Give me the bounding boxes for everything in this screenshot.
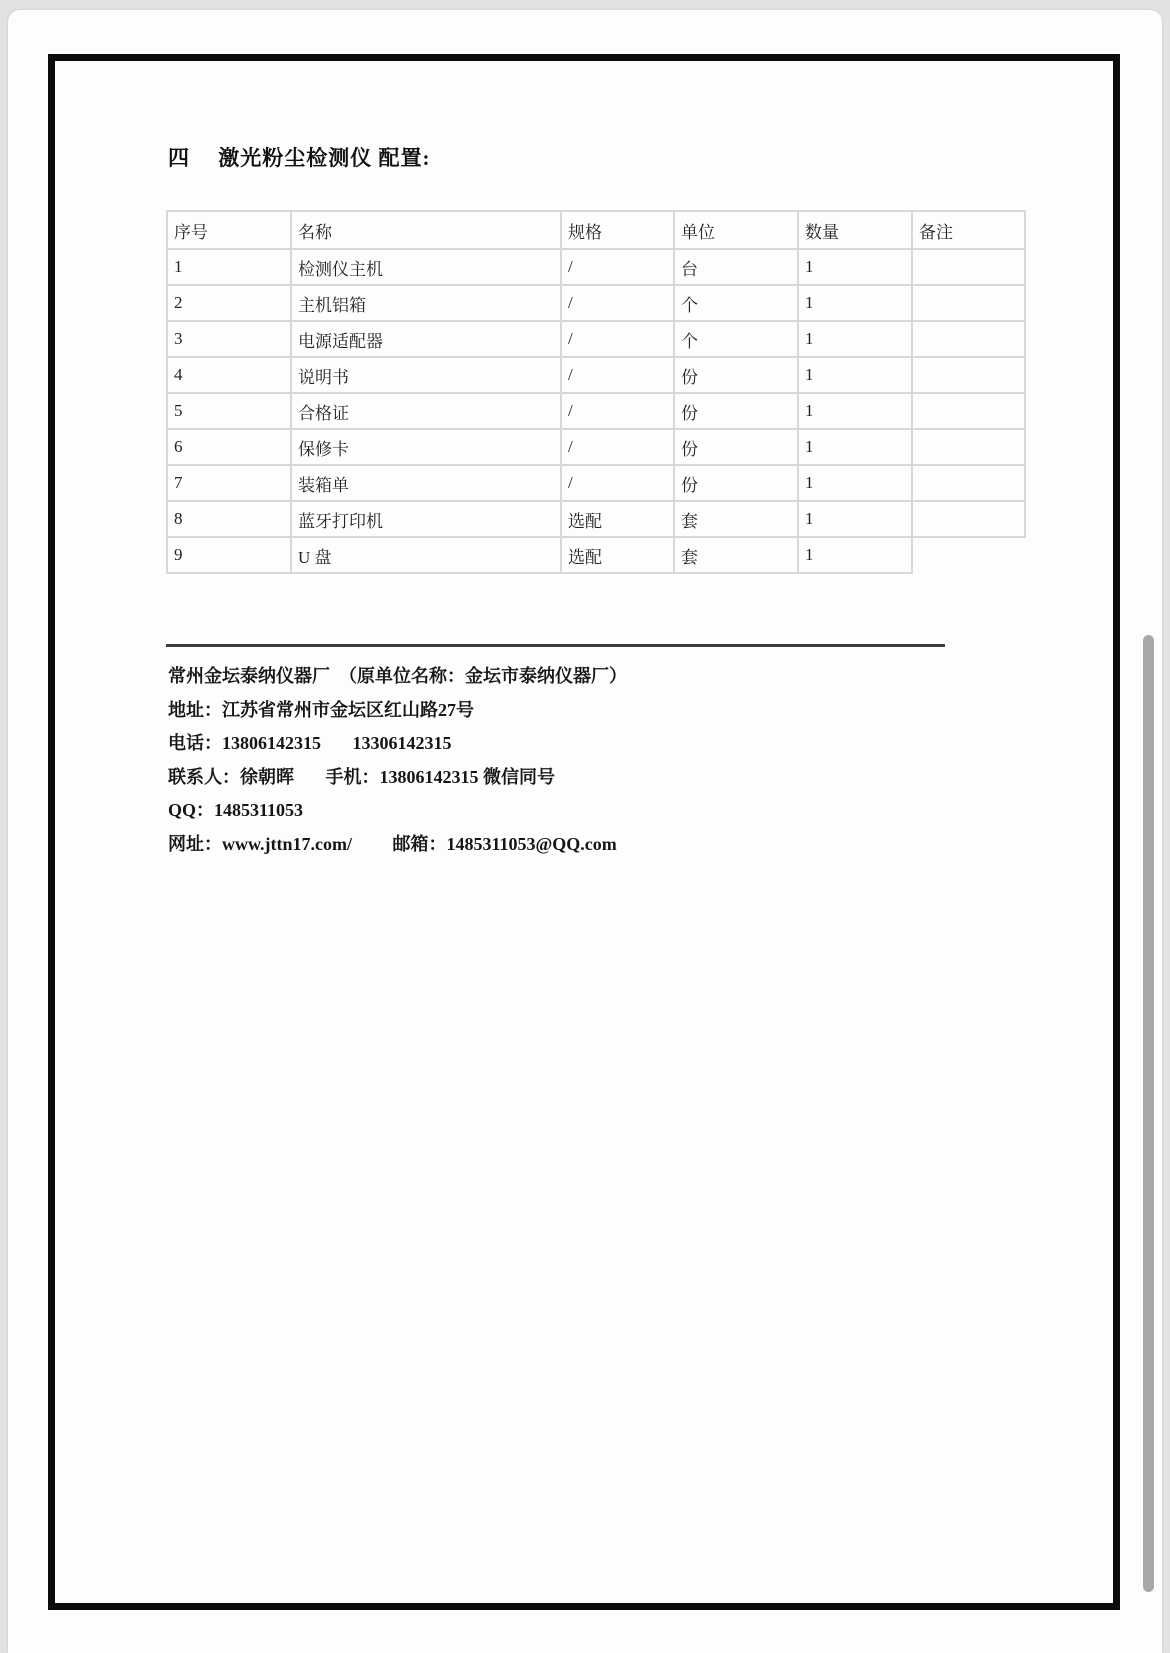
qq-line: QQ：1485311053: [168, 800, 304, 820]
cell-unit: 套: [674, 501, 798, 537]
cell-qty: 1: [798, 465, 912, 501]
cell-name: 电源适配器: [291, 321, 561, 357]
cell-unit: 份: [674, 465, 798, 501]
table-row: [167, 321, 1025, 357]
address-line: 地址：江苏省常州市金坛区红山路27号: [168, 699, 474, 720]
cell-spec: /: [561, 321, 674, 357]
cell-spec: /: [561, 393, 674, 429]
cell-serial: 1: [167, 249, 291, 285]
cell-name: 蓝牙打印机: [291, 501, 561, 537]
table-row: [167, 429, 1025, 465]
cell-remark: [912, 501, 1025, 537]
cell-spec: /: [561, 429, 674, 465]
cell-qty: 1: [798, 357, 912, 393]
header-spec: 规格: [561, 211, 674, 249]
cell-name: 检测仪主机: [291, 249, 561, 285]
cell-remark: [912, 465, 1025, 501]
cell-remark: [912, 393, 1025, 429]
cell-spec: 选配: [561, 537, 674, 573]
cell-serial: 9: [167, 537, 291, 573]
cell-unit: 个: [674, 321, 798, 357]
cell-remark: [912, 285, 1025, 321]
cell-serial: 5: [167, 393, 291, 429]
cell-serial: 8: [167, 501, 291, 537]
company-contact-info: [168, 660, 627, 861]
cell-remark: [912, 321, 1025, 357]
table-row: [167, 285, 1025, 321]
table-header-row: [167, 211, 1025, 249]
cell-qty: 1: [798, 393, 912, 429]
cell-unit: 个: [674, 285, 798, 321]
phone-line: 电话：13806142315 13306142315: [168, 733, 452, 753]
table-row: [167, 357, 1025, 393]
cell-serial: 4: [167, 357, 291, 393]
cell-remark: [912, 429, 1025, 465]
table-row: [167, 393, 1025, 429]
footer-divider: [166, 644, 945, 647]
cell-qty: 1: [798, 249, 912, 285]
section-title: 四 激光粉尘检测仪 配置:: [168, 146, 431, 170]
cell-serial: 7: [167, 465, 291, 501]
header-name: 名称: [291, 211, 561, 249]
document-page: [8, 10, 1162, 1653]
cell-name: 主机铝箱: [291, 285, 561, 321]
cell-name: 保修卡: [291, 429, 561, 465]
header-serial: 序号: [167, 211, 291, 249]
cell-spec: /: [561, 465, 674, 501]
cell-unit: 台: [674, 249, 798, 285]
cell-remark-absent: [912, 537, 1025, 573]
header-remark: 备注: [912, 211, 1025, 249]
cell-spec: 选配: [561, 501, 674, 537]
cell-remark: [912, 249, 1025, 285]
contact-person-line: 联系人：徐朝晖 手机：13806142315 微信同号: [168, 766, 555, 787]
cell-qty: 1: [798, 429, 912, 465]
company-name-line: 常州金坛泰纳仪器厂 （原单位名称：金坛市泰纳仪器厂）: [168, 666, 627, 686]
cell-unit: 份: [674, 429, 798, 465]
header-unit: 单位: [674, 211, 798, 249]
cell-remark: [912, 357, 1025, 393]
cell-name: U 盘: [291, 537, 561, 573]
cell-spec: /: [561, 285, 674, 321]
cell-spec: /: [561, 249, 674, 285]
table-row: [167, 501, 1025, 537]
header-qty: 数量: [798, 211, 912, 249]
cell-serial: 3: [167, 321, 291, 357]
table-row: [167, 249, 1025, 285]
table-row: [167, 537, 1025, 573]
cell-unit: 份: [674, 393, 798, 429]
cell-qty: 1: [798, 285, 912, 321]
cell-name: 合格证: [291, 393, 561, 429]
cell-qty: 1: [798, 501, 912, 537]
cell-spec: /: [561, 357, 674, 393]
website-email-line: 网址：www.jttn17.com/ 邮箱：1485311053@QQ.com: [168, 833, 617, 854]
vertical-scrollbar-thumb[interactable]: [1143, 635, 1154, 1592]
cell-serial: 2: [167, 285, 291, 321]
cell-qty: 1: [798, 537, 912, 573]
configuration-table: [166, 210, 1026, 574]
table-row: [167, 465, 1025, 501]
cell-name: 说明书: [291, 357, 561, 393]
cell-serial: 6: [167, 429, 291, 465]
cell-unit: 份: [674, 357, 798, 393]
cell-name: 装箱单: [291, 465, 561, 501]
cell-qty: 1: [798, 321, 912, 357]
cell-unit: 套: [674, 537, 798, 573]
